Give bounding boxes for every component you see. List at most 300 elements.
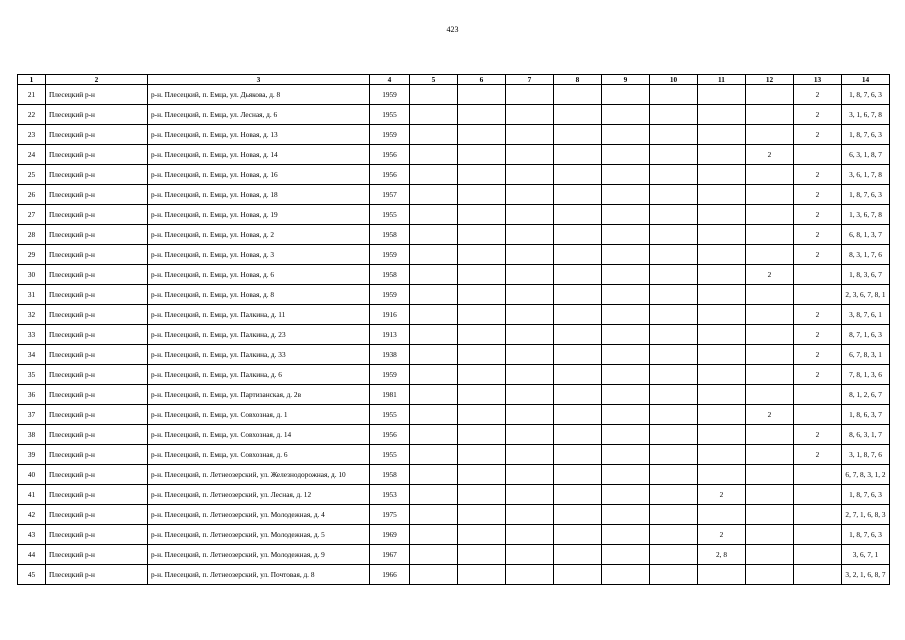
col9-cell — [602, 405, 650, 425]
col6-cell — [458, 445, 506, 465]
col14-cell: 8, 3, 1, 7, 6 — [842, 245, 890, 265]
col9-cell — [602, 85, 650, 105]
table-row — [18, 545, 890, 565]
col7-cell — [506, 305, 554, 325]
col7-cell — [506, 385, 554, 405]
col5-cell — [410, 225, 458, 245]
year-cell: 1938 — [370, 345, 410, 365]
col13-cell: 2 — [794, 205, 842, 225]
table-row — [18, 305, 890, 325]
col7-cell — [506, 565, 554, 585]
col14-cell: 2, 7, 1, 6, 8, 3 — [842, 505, 890, 525]
col7-cell — [506, 245, 554, 265]
row-number-cell: 38 — [18, 425, 46, 445]
col7-cell — [506, 185, 554, 205]
district-cell: Плесецкий р-н — [46, 485, 148, 505]
table-row — [18, 525, 890, 545]
address-cell: р-н. Плесецкий, п. Емца, ул. Совхозная, д. 1 — [148, 405, 370, 425]
header-row — [18, 75, 890, 85]
col5-cell — [410, 125, 458, 145]
col9-cell — [602, 425, 650, 445]
table-row — [18, 565, 890, 585]
col10-cell — [650, 185, 698, 205]
year-cell: 1956 — [370, 425, 410, 445]
col7-cell — [506, 205, 554, 225]
address-cell: р-н. Плесецкий, п. Летнеозерский, ул. Лесная, д. 12 — [148, 485, 370, 505]
address-cell: р-н. Плесецкий, п. Емца, ул. Новая, д. 14 — [148, 145, 370, 165]
address-cell: р-н. Плесецкий, п. Емца, ул. Совхозная, д. 6 — [148, 445, 370, 465]
col11-cell — [698, 425, 746, 445]
table-row — [18, 145, 890, 165]
column-header: 3 — [148, 75, 370, 85]
col5-cell — [410, 185, 458, 205]
col5-cell — [410, 265, 458, 285]
col10-cell — [650, 125, 698, 145]
address-cell: р-н. Плесецкий, п. Емца, ул. Совхозная, д. 14 — [148, 425, 370, 445]
col10-cell — [650, 265, 698, 285]
col9-cell — [602, 565, 650, 585]
district-cell: Плесецкий р-н — [46, 125, 148, 145]
address-cell: р-н. Плесецкий, п. Емца, ул. Новая, д. 3 — [148, 245, 370, 265]
col13-cell: 2 — [794, 225, 842, 245]
year-cell: 1969 — [370, 525, 410, 545]
col11-cell — [698, 445, 746, 465]
year-cell: 1967 — [370, 545, 410, 565]
district-cell: Плесецкий р-н — [46, 465, 148, 485]
col7-cell — [506, 265, 554, 285]
district-cell: Плесецкий р-н — [46, 445, 148, 465]
col11-cell — [698, 145, 746, 165]
col13-cell — [794, 485, 842, 505]
col12-cell — [746, 205, 794, 225]
col6-cell — [458, 465, 506, 485]
col9-cell — [602, 125, 650, 145]
col11-cell — [698, 125, 746, 145]
district-cell: Плесецкий р-н — [46, 165, 148, 185]
col7-cell — [506, 85, 554, 105]
col14-cell: 8, 6, 3, 1, 7 — [842, 425, 890, 445]
col11-cell — [698, 265, 746, 285]
col9-cell — [602, 505, 650, 525]
col6-cell — [458, 365, 506, 385]
col6-cell — [458, 185, 506, 205]
col11-cell: 2, 8 — [698, 545, 746, 565]
col10-cell — [650, 525, 698, 545]
col14-cell: 1, 8, 7, 6, 3 — [842, 85, 890, 105]
col12-cell — [746, 165, 794, 185]
col9-cell — [602, 185, 650, 205]
col13-cell — [794, 145, 842, 165]
col10-cell — [650, 145, 698, 165]
col7-cell — [506, 485, 554, 505]
col8-cell — [554, 425, 602, 445]
col5-cell — [410, 245, 458, 265]
col14-cell: 6, 7, 8, 3, 1 — [842, 345, 890, 365]
col14-cell: 3, 6, 1, 7, 8 — [842, 165, 890, 185]
col14-cell: 3, 2, 1, 6, 8, 7 — [842, 565, 890, 585]
col13-cell: 2 — [794, 325, 842, 345]
col8-cell — [554, 165, 602, 185]
col6-cell — [458, 85, 506, 105]
col14-cell: 2, 3, 6, 7, 8, 1 — [842, 285, 890, 305]
col13-cell: 2 — [794, 445, 842, 465]
year-cell: 1957 — [370, 185, 410, 205]
col11-cell — [698, 285, 746, 305]
district-cell: Плесецкий р-н — [46, 545, 148, 565]
col14-cell: 8, 1, 2, 6, 7 — [842, 385, 890, 405]
col5-cell — [410, 385, 458, 405]
col6-cell — [458, 385, 506, 405]
col7-cell — [506, 465, 554, 485]
table-row — [18, 485, 890, 505]
col8-cell — [554, 145, 602, 165]
row-number-cell: 44 — [18, 545, 46, 565]
col5-cell — [410, 285, 458, 305]
col11-cell — [698, 85, 746, 105]
col9-cell — [602, 265, 650, 285]
col7-cell — [506, 325, 554, 345]
col13-cell — [794, 525, 842, 545]
col12-cell — [746, 385, 794, 405]
col13-cell: 2 — [794, 345, 842, 365]
col10-cell — [650, 445, 698, 465]
col8-cell — [554, 505, 602, 525]
col9-cell — [602, 365, 650, 385]
table-row — [18, 365, 890, 385]
col7-cell — [506, 165, 554, 185]
address-cell: р-н. Плесецкий, п. Емца, ул. Партизанская, д. 2в — [148, 385, 370, 405]
col13-cell — [794, 465, 842, 485]
col6-cell — [458, 405, 506, 425]
col7-cell — [506, 285, 554, 305]
district-cell: Плесецкий р-н — [46, 405, 148, 425]
col10-cell — [650, 305, 698, 325]
col7-cell — [506, 445, 554, 465]
row-number-cell: 31 — [18, 285, 46, 305]
col9-cell — [602, 165, 650, 185]
col6-cell — [458, 125, 506, 145]
col13-cell — [794, 545, 842, 565]
row-number-cell: 33 — [18, 325, 46, 345]
col10-cell — [650, 205, 698, 225]
col11-cell — [698, 405, 746, 425]
col8-cell — [554, 485, 602, 505]
col7-cell — [506, 105, 554, 125]
col6-cell — [458, 325, 506, 345]
col13-cell: 2 — [794, 305, 842, 325]
address-cell: р-н. Плесецкий, п. Емца, ул. Палкина, д. 11 — [148, 305, 370, 325]
district-cell: Плесецкий р-н — [46, 85, 148, 105]
column-header: 13 — [794, 75, 842, 85]
col10-cell — [650, 385, 698, 405]
col8-cell — [554, 265, 602, 285]
col11-cell — [698, 345, 746, 365]
col10-cell — [650, 425, 698, 445]
col6-cell — [458, 225, 506, 245]
address-cell: р-н. Плесецкий, п. Емца, ул. Палкина, д. 33 — [148, 345, 370, 365]
district-cell: Плесецкий р-н — [46, 565, 148, 585]
address-cell: р-н. Плесецкий, п. Емца, ул. Новая, д. 13 — [148, 125, 370, 145]
year-cell: 1955 — [370, 105, 410, 125]
row-number-cell: 21 — [18, 85, 46, 105]
col14-cell: 1, 8, 3, 6, 7 — [842, 265, 890, 285]
col10-cell — [650, 345, 698, 365]
table-row — [18, 165, 890, 185]
row-number-cell: 35 — [18, 365, 46, 385]
table-row — [18, 245, 890, 265]
address-cell: р-н. Плесецкий, п. Емца, ул. Новая, д. 2 — [148, 225, 370, 245]
table-row — [18, 385, 890, 405]
col6-cell — [458, 285, 506, 305]
row-number-cell: 29 — [18, 245, 46, 265]
row-number-cell: 23 — [18, 125, 46, 145]
col5-cell — [410, 565, 458, 585]
table-row — [18, 325, 890, 345]
year-cell: 1956 — [370, 145, 410, 165]
col5-cell — [410, 485, 458, 505]
row-number-cell: 26 — [18, 185, 46, 205]
col14-cell: 1, 3, 6, 7, 8 — [842, 205, 890, 225]
col8-cell — [554, 365, 602, 385]
col5-cell — [410, 325, 458, 345]
col12-cell — [746, 185, 794, 205]
col10-cell — [650, 565, 698, 585]
table-row — [18, 505, 890, 525]
col14-cell: 6, 7, 8, 3, 1, 2 — [842, 465, 890, 485]
col12-cell — [746, 85, 794, 105]
row-number-cell: 45 — [18, 565, 46, 585]
col13-cell: 2 — [794, 85, 842, 105]
col6-cell — [458, 425, 506, 445]
col12-cell — [746, 105, 794, 125]
housing-register-table — [17, 74, 890, 585]
district-cell: Плесецкий р-н — [46, 145, 148, 165]
col8-cell — [554, 565, 602, 585]
col11-cell — [698, 305, 746, 325]
col8-cell — [554, 385, 602, 405]
address-cell: р-н. Плесецкий, п. Емца, ул. Новая, д. 19 — [148, 205, 370, 225]
year-cell: 1958 — [370, 465, 410, 485]
col11-cell — [698, 565, 746, 585]
col12-cell — [746, 525, 794, 545]
col5-cell — [410, 305, 458, 325]
col9-cell — [602, 385, 650, 405]
col6-cell — [458, 525, 506, 545]
address-cell: р-н. Плесецкий, п. Летнеозерский, ул. Молодежная, д. 4 — [148, 505, 370, 525]
col8-cell — [554, 245, 602, 265]
column-header: 14 — [842, 75, 890, 85]
col14-cell: 1, 8, 7, 6, 3 — [842, 485, 890, 505]
col5-cell — [410, 365, 458, 385]
column-header: 11 — [698, 75, 746, 85]
table-row — [18, 205, 890, 225]
col11-cell: 2 — [698, 485, 746, 505]
column-header: 5 — [410, 75, 458, 85]
col7-cell — [506, 125, 554, 145]
col11-cell — [698, 325, 746, 345]
col8-cell — [554, 305, 602, 325]
table-row — [18, 405, 890, 425]
col6-cell — [458, 205, 506, 225]
col10-cell — [650, 365, 698, 385]
col12-cell — [746, 425, 794, 445]
col11-cell — [698, 165, 746, 185]
table-row — [18, 85, 890, 105]
table-row — [18, 265, 890, 285]
col7-cell — [506, 525, 554, 545]
col12-cell — [746, 545, 794, 565]
col14-cell: 1, 8, 7, 6, 3 — [842, 125, 890, 145]
col5-cell — [410, 445, 458, 465]
col14-cell: 1, 8, 7, 6, 3 — [842, 185, 890, 205]
table-row — [18, 225, 890, 245]
col7-cell — [506, 145, 554, 165]
row-number-cell: 34 — [18, 345, 46, 365]
col7-cell — [506, 345, 554, 365]
col13-cell — [794, 285, 842, 305]
col9-cell — [602, 285, 650, 305]
district-cell: Плесецкий р-н — [46, 345, 148, 365]
col13-cell: 2 — [794, 425, 842, 445]
column-header: 9 — [602, 75, 650, 85]
col12-cell: 2 — [746, 145, 794, 165]
col6-cell — [458, 265, 506, 285]
page-number: 423 — [446, 25, 459, 34]
district-cell: Плесецкий р-н — [46, 105, 148, 125]
col12-cell — [746, 505, 794, 525]
col12-cell — [746, 125, 794, 145]
col12-cell — [746, 245, 794, 265]
col9-cell — [602, 225, 650, 245]
col9-cell — [602, 465, 650, 485]
col7-cell — [506, 545, 554, 565]
column-header: 1 — [18, 75, 46, 85]
col12-cell — [746, 465, 794, 485]
col13-cell: 2 — [794, 105, 842, 125]
col14-cell: 3, 1, 6, 7, 8 — [842, 105, 890, 125]
col13-cell — [794, 505, 842, 525]
row-number-cell: 43 — [18, 525, 46, 545]
col9-cell — [602, 105, 650, 125]
year-cell: 1955 — [370, 445, 410, 465]
district-cell: Плесецкий р-н — [46, 245, 148, 265]
row-number-cell: 41 — [18, 485, 46, 505]
col8-cell — [554, 405, 602, 425]
col9-cell — [602, 325, 650, 345]
col7-cell — [506, 405, 554, 425]
address-cell: р-н. Плесецкий, п. Емца, ул. Дьякова, д. 8 — [148, 85, 370, 105]
row-number-cell: 30 — [18, 265, 46, 285]
col10-cell — [650, 325, 698, 345]
col6-cell — [458, 345, 506, 365]
col14-cell: 1, 8, 7, 6, 3 — [842, 525, 890, 545]
year-cell: 1959 — [370, 285, 410, 305]
col10-cell — [650, 285, 698, 305]
year-cell: 1955 — [370, 205, 410, 225]
col10-cell — [650, 545, 698, 565]
col12-cell — [746, 365, 794, 385]
col14-cell: 3, 1, 8, 7, 6 — [842, 445, 890, 465]
col8-cell — [554, 185, 602, 205]
col8-cell — [554, 545, 602, 565]
col9-cell — [602, 305, 650, 325]
col9-cell — [602, 245, 650, 265]
district-cell: Плесецкий р-н — [46, 305, 148, 325]
row-number-cell: 28 — [18, 225, 46, 245]
address-cell: р-н. Плесецкий, п. Емца, ул. Палкина, д. 23 — [148, 325, 370, 345]
col14-cell: 1, 8, 6, 3, 7 — [842, 405, 890, 425]
col12-cell — [746, 225, 794, 245]
district-cell: Плесецкий р-н — [46, 425, 148, 445]
address-cell: р-н. Плесецкий, п. Емца, ул. Новая, д. 6 — [148, 265, 370, 285]
col5-cell — [410, 345, 458, 365]
col9-cell — [602, 545, 650, 565]
row-number-cell: 25 — [18, 165, 46, 185]
col14-cell: 6, 3, 1, 8, 7 — [842, 145, 890, 165]
col8-cell — [554, 85, 602, 105]
row-number-cell: 40 — [18, 465, 46, 485]
col11-cell — [698, 505, 746, 525]
col9-cell — [602, 345, 650, 365]
row-number-cell: 36 — [18, 385, 46, 405]
col14-cell: 8, 7, 1, 6, 3 — [842, 325, 890, 345]
col5-cell — [410, 505, 458, 525]
table-row — [18, 425, 890, 445]
column-header: 2 — [46, 75, 148, 85]
col14-cell: 7, 8, 1, 3, 6 — [842, 365, 890, 385]
year-cell: 1955 — [370, 405, 410, 425]
col8-cell — [554, 225, 602, 245]
col12-cell — [746, 285, 794, 305]
year-cell: 1959 — [370, 125, 410, 145]
col12-cell: 2 — [746, 405, 794, 425]
table-row — [18, 285, 890, 305]
district-cell: Плесецкий р-н — [46, 325, 148, 345]
district-cell: Плесецкий р-н — [46, 525, 148, 545]
year-cell: 1959 — [370, 245, 410, 265]
col8-cell — [554, 465, 602, 485]
district-cell: Плесецкий р-н — [46, 285, 148, 305]
col8-cell — [554, 205, 602, 225]
district-cell: Плесецкий р-н — [46, 265, 148, 285]
district-cell: Плесецкий р-н — [46, 505, 148, 525]
col12-cell — [746, 445, 794, 465]
col6-cell — [458, 145, 506, 165]
year-cell: 1959 — [370, 365, 410, 385]
col5-cell — [410, 425, 458, 445]
col6-cell — [458, 485, 506, 505]
col8-cell — [554, 525, 602, 545]
col11-cell — [698, 365, 746, 385]
row-number-cell: 39 — [18, 445, 46, 465]
col6-cell — [458, 105, 506, 125]
col6-cell — [458, 165, 506, 185]
district-cell: Плесецкий р-н — [46, 365, 148, 385]
address-cell: р-н. Плесецкий, п. Емца, ул. Палкина, д. 6 — [148, 365, 370, 385]
col12-cell — [746, 325, 794, 345]
col7-cell — [506, 365, 554, 385]
col13-cell — [794, 265, 842, 285]
col11-cell — [698, 385, 746, 405]
col13-cell: 2 — [794, 185, 842, 205]
col14-cell: 3, 8, 7, 6, 1 — [842, 305, 890, 325]
table-row — [18, 445, 890, 465]
column-header: 12 — [746, 75, 794, 85]
year-cell: 1958 — [370, 225, 410, 245]
col8-cell — [554, 325, 602, 345]
year-cell: 1975 — [370, 505, 410, 525]
col12-cell — [746, 305, 794, 325]
